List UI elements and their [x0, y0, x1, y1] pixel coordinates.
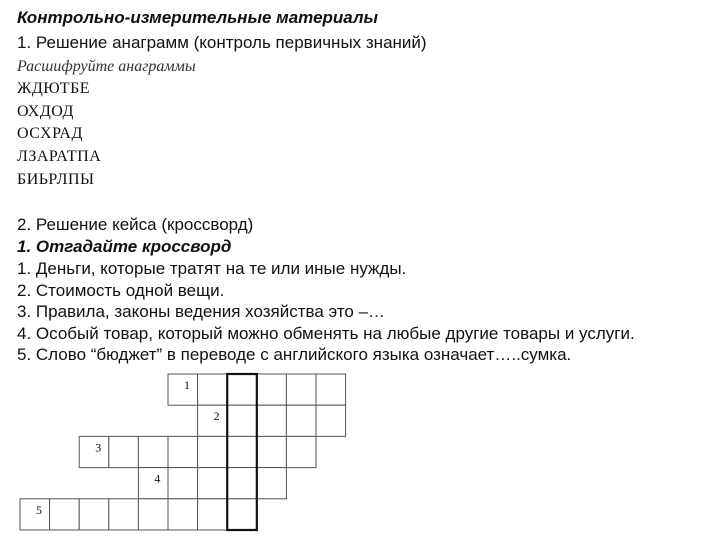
crossword-cell[interactable]: [257, 468, 287, 499]
crossword-cell[interactable]: [227, 468, 257, 499]
crossword-cell[interactable]: [138, 468, 168, 499]
section2-heading: 2. Решение кейса (кроссворд): [17, 215, 254, 234]
crossword-cell[interactable]: [227, 436, 257, 467]
anagram-item: БИЬРЛПЫ: [17, 171, 95, 188]
crossword-cell[interactable]: [227, 405, 257, 436]
crossword-question: 4. Особый товар, который можно обменять на любые другие товары и услуги.: [17, 324, 635, 343]
crossword-question: 2. Стоимость одной вещи.: [17, 281, 225, 300]
crossword-cell[interactable]: [138, 499, 168, 530]
anagram-item: ОСХРАД: [17, 125, 83, 142]
crossword-task: 1. Отгадайте кроссворд: [17, 237, 232, 256]
crossword-clue-number: 1: [184, 378, 190, 392]
crossword-cell[interactable]: [257, 374, 287, 405]
crossword-cell[interactable]: [198, 468, 228, 499]
crossword-cell[interactable]: [168, 374, 198, 405]
crossword-cell[interactable]: [257, 405, 287, 436]
crossword-cell[interactable]: [227, 374, 257, 405]
crossword-cell[interactable]: [109, 436, 139, 467]
crossword-cell[interactable]: [286, 374, 316, 405]
crossword-question: 5. Слово “бюджет” в переводе с английского языка означает…..сумка.: [17, 345, 572, 364]
anagram-item: ЖДЮТБЕ: [17, 80, 91, 97]
crossword-cell[interactable]: [109, 499, 139, 530]
crossword-cell[interactable]: [79, 499, 109, 530]
section1-heading: 1. Решение анаграмм (контроль первичных знаний): [17, 33, 427, 52]
crossword-clue-number: 2: [213, 409, 220, 424]
crossword-cell[interactable]: [286, 436, 316, 467]
crossword-cell[interactable]: [198, 436, 228, 467]
crossword-cell[interactable]: [79, 436, 109, 467]
crossword-question: 3. Правила, законы ведения хозяйства это –…: [17, 302, 386, 321]
crossword-cell[interactable]: [168, 499, 198, 530]
crossword-cell[interactable]: [198, 499, 228, 530]
crossword-cell[interactable]: [168, 436, 198, 467]
anagram-item: ЛЗАРАТПА: [17, 148, 102, 165]
crossword-clue-number: 5: [36, 502, 42, 517]
page-title: Контрольно-измерительные материалы: [17, 8, 379, 27]
crossword-cell[interactable]: [20, 499, 50, 530]
crossword-clue-number: 3: [95, 440, 102, 455]
crossword-cell[interactable]: [198, 405, 228, 436]
crossword-cell[interactable]: [227, 499, 257, 530]
crossword-cell[interactable]: [257, 436, 287, 467]
crossword-cell[interactable]: [168, 468, 198, 499]
anagram-instruction: Расшифруйте анаграммы: [17, 58, 196, 75]
crossword-question: 1. Деньги, которые тратят на те или иные нужды.: [17, 259, 407, 278]
anagram-item: ОХДОД: [17, 103, 74, 120]
crossword-cell[interactable]: [316, 405, 346, 436]
crossword-cell[interactable]: [138, 436, 168, 467]
crossword-cell[interactable]: [198, 374, 228, 405]
crossword-clue-number: 4: [154, 471, 161, 486]
crossword-cell[interactable]: [286, 405, 316, 436]
crossword-cell[interactable]: [316, 374, 346, 405]
crossword-cell[interactable]: [50, 499, 80, 530]
